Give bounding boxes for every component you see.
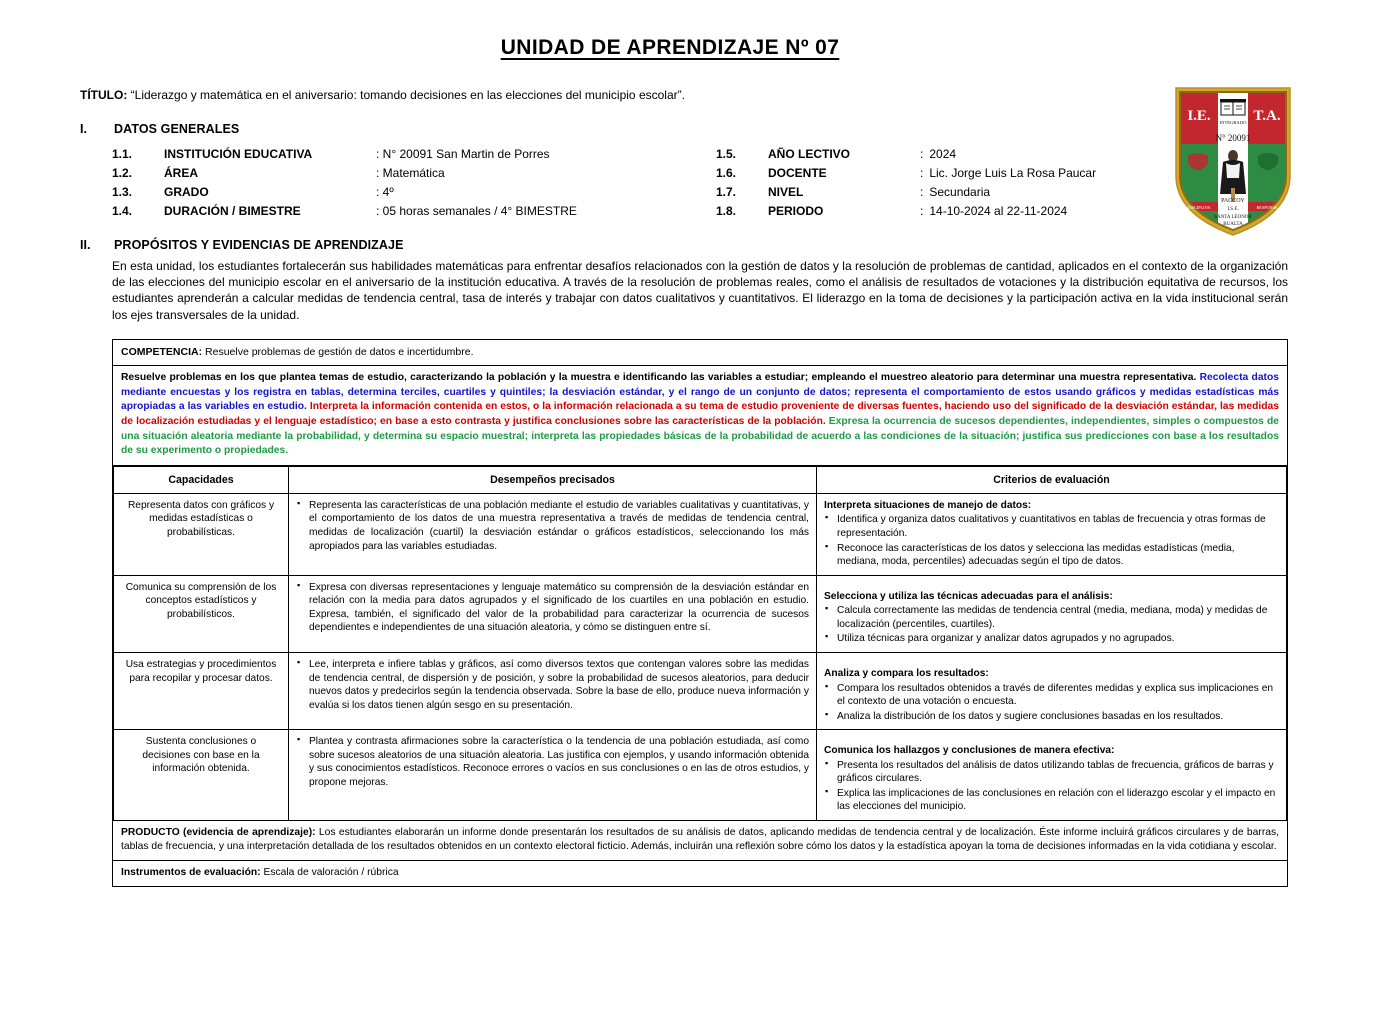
capacities-matrix-table [113,466,1287,821]
cell-capacidad-4: Sustenta conclusiones o decisiones con base en la información obtenida. [114,730,289,821]
criterio-group-title-3: Analiza y compara los resultados: [824,667,989,679]
criterio-group-title-1: Interpreta situaciones de manejo de datos: [824,499,1032,511]
crest-motto-left: DISCIPLINA [1187,205,1211,210]
producto-text: Los estudiantes elaborarán un informe donde presentarán los resultados de su análisis de datos, aplicando medidas de tendencia central y de localización. Éste informe incluirá gráficos circulares y de barras, tablas de frecuencia, y una interpretación detallada de los resultados obtenidos en un contexto electoral ficticio. Además, incluirán una reflexión sobre cómo los datos y la estadística apoyan la toma de decisiones informadas en la vida cotidiana y escolar. [121,827,1279,853]
datos-value-duracion: : 05 horas semanales / 4° BIMESTRE [376,203,577,218]
datos-key-1-1: 1.1. [112,146,133,161]
cell-criterios-2 [817,575,1287,652]
col-header-desempenos: Desempeños precisados [289,466,817,493]
standard-row [113,366,1287,466]
criterio-group-title-2: Selecciona y utiliza las técnicas adecuadas para el análisis: [824,590,1113,602]
list-item: ▪ Identifica y organiza datos cualitativos y cuantitativos en tablas de frecuencia y otras formas de representación. [824,513,1279,540]
col-header-capacidades: Capacidades [114,466,289,493]
desempeno-list-1 [296,499,809,553]
section-heading-propositos [80,238,1400,252]
unit-title-label: TÍTULO: [80,88,128,102]
desempeno-list-2 [296,581,809,635]
list-item: ▪ Plantea y contrasta afirmaciones sobre la característica o la tendencia de una población estudiada, así como sobre sucesos aleatorios de una situación aleatoria. Las justifica con ejemplos, y usando información obtenida y sus conocimientos estadísticos. Reconoce errores o vacíos en sus conclusiones o en las de otros estudios, y propone mejoras. [296,735,809,789]
standard-segment-red: Interpreta la información contenida en estos, o la información relacionada a su tema de estudio proveniente de diversas fuentes, haciendo uso del significado de la desviación estándar, las medidas de localización estudiadas y el lenguaje estadístico; en base a esto contrasta y justifica conclusiones sobre las características de la población. [121,401,1279,427]
crest-left-text: I.E. [1187,108,1211,124]
table-header-row [114,466,1287,493]
datos-value-nivel [920,184,1400,201]
datos-key-1-3: 1.3. [112,184,133,199]
competencia-row [113,340,1287,366]
section-title: DATOS GENERALES [114,121,240,136]
datos-label-institucion: INSTITUCIÓN EDUCATIVA [164,146,313,161]
section-number: I. [80,121,87,136]
producto-label: PRODUCTO (evidencia de aprendizaje): [121,827,316,838]
criterio-group-title-4: Comunica los hallazgos y conclusiones de manera efectiva: [824,745,1115,757]
datos-value-area: : Matemática [376,165,445,180]
datos-label-grado: GRADO [164,184,209,199]
desempeno-list-3 [296,658,809,712]
colon-4: : [920,203,924,218]
list-item: ▪ Compara los resultados obtenidos a través de diferentes medidas y explica sus implicaciones en el contexto de una votación o encuesta. [824,682,1279,709]
datos-key-1-8: 1.8. [716,203,737,218]
cell-capacidad-2: Comunica su comprensión de los conceptos estadísticos y probabilísticos. [114,575,289,652]
cell-desempeno-1 [289,493,817,575]
cell-capacidad-1: Representa datos con gráficos y medidas estadísticas o probabilísticas. [114,493,289,575]
criterio-list-3 [824,682,1279,724]
crest-motto-right: RESPONSE [1256,205,1278,210]
list-item: ▪ Analiza la distribución de los datos y sugiere conclusiones basadas en los resultados. [824,710,1279,724]
datos-key-1-7: 1.7. [716,184,737,199]
crest-svg [1174,84,1292,236]
list-item: ▪ Calcula correctamente las medidas de tendencia central (media, mediana, moda) y medidas de localización (percentiles, cuartiles). [824,604,1279,631]
cell-desempeno-4 [289,730,817,821]
datos-label-area: ÁREA [164,165,199,180]
datos-value-periodo [920,203,1400,220]
competencia-label: COMPETENCIA: [121,345,203,358]
school-crest-logo [1174,84,1292,236]
datos-key-1-4: 1.4. [112,203,133,218]
crest-number-text: N° 20091 [1215,133,1251,143]
cell-desempeno-2 [289,575,817,652]
list-item: ▪ Lee, interpreta e infiere tablas y gráficos, así como diversos textos que contengan valores sobre las medidas de tendencia central, de dispersión y de posición, y sobre la probabilidad de sucesos aleatorios, para deducir nuevos datos y predecirlos según la tendencia observada. Sobre la base de ello, produce nueva información y evalúa si los datos tienen algún sesgo en su presentación. [296,658,809,712]
datos-label-periodo: PERIODO [768,203,824,218]
unit-title-value: “Liderazgo y matemática en el aniversario: tomando decisiones en las elecciones del municipio escolar”. [130,88,685,102]
crest-name-line4: BUALTA [1223,222,1243,227]
list-item: ▪ Representa las características de una población mediante el estudio de variables cualitativas y cuantitativas, y el comportamiento de los datos de una muestra representativa a través de medidas de tendencia central, medidas de localización (cuartil) la desviación estándar o gráficos estadísticos, seleccionando los más apropiados para las variables estudiadas. [296,499,809,553]
list-item: ▪ Expresa con diversas representaciones y lenguaje matemático su comprensión de la desviación estándar en relación con la media para datos agrupados y el significado de los cuartiles en una población en estudio. Expresa, también, el significado del valor de la probabilidad para caracterizar la ocurrencia de sucesos dependientes e independientes de una situación aleatoria, y cómo se distinguen entre sí. [296,581,809,635]
table-row [114,575,1287,652]
page-title: UNIDAD DE APRENDIZAJE Nº 07 [500,36,840,59]
datos-label-ano-lectivo: AÑO LECTIVO [768,146,851,161]
crest-integrado-text: INTEGRADO [1219,120,1247,125]
competency-frame [112,339,1288,887]
datos-value-institucion: : N° 20091 San Martin de Porres [376,146,550,161]
table-row [114,652,1287,729]
document-page [0,36,1400,1027]
datos-value-docente [920,165,1400,182]
crest-name-line1: PACCOY [1221,198,1245,204]
cell-criterios-1 [817,493,1287,575]
list-item: ▪ Explica las implicaciones de las conclusiones en relación con el liderazgo escolar y el impacto en las elecciones del municipio. [824,787,1279,814]
colon-3: : [920,184,924,199]
list-item: ▪ Utiliza técnicas para organizar y analizar datos agrupados y no agrupados. [824,632,1279,646]
colon-2: : [920,165,924,180]
crest-name-line3: SANTA LEONOR [1214,215,1252,220]
instrumentos-row [113,860,1287,886]
cell-criterios-4 [817,730,1287,821]
col-header-criterios: Criterios de evaluación [817,466,1287,493]
standard-segment-green: Expresa la ocurrencia de sucesos dependientes, independientes, simples o compuestos de una situación aleatoria mediante la probabilidad, y determina su espacio muestral; interpreta las propiedades básicas de la probabilidad de acuerdo a las condiciones de la situación; justifica sus predicciones con base a los resultados de su experimento o propiedades. [121,415,1279,457]
instrumentos-label: Instrumentos de evaluación: [121,867,261,879]
section-title-2: PROPÓSITOS Y EVIDENCIAS DE APRENDIZAJE [114,237,404,252]
val-3: Secundaria [929,184,991,199]
datos-key-1-2: 1.2. [112,165,133,180]
cell-criterios-3 [817,652,1287,729]
cell-capacidad-3: Usa estrategias y procedimientos para recopilar y procesar datos. [114,652,289,729]
criterio-list-4 [824,759,1279,814]
datos-label-docente: DOCENTE [768,165,827,180]
list-item: ▪ Reconoce las características de los datos y selecciona las medidas estadísticas (media, mediana, moda, percentiles) adecuadas según el tipo de datos. [824,542,1279,569]
datos-key-1-6: 1.6. [716,165,737,180]
val-4: 14-10-2024 al 22-11-2024 [929,203,1068,218]
criterio-list-1 [824,513,1279,568]
standard-segment-blue: Recolecta datos mediante encuestas y los registra en tablas, determina terciles, cuartiles y quintiles; la desviación estándar, y el rango de un conjunto de datos; representa el comportamiento de estos usando gráficos y medidas estadísticas más apropiadas a las variables en estudio. [121,372,1279,413]
table-row [114,730,1287,821]
datos-label-duracion: DURACIÓN / BIMESTRE [164,203,301,218]
producto-row [113,821,1287,860]
val-2: Lic. Jorge Luis La Rosa Paucar [929,165,1097,180]
colon-1: : [920,146,924,161]
datos-key-1-5: 1.5. [716,146,737,161]
instrumentos-text: Escala de valoración / rúbrica [263,867,399,879]
propositos-paragraph: En esta unidad, los estudiantes fortalecerán sus habilidades matemáticas para enfrentar desafíos relacionados con la gestión de datos y la resolución de problemas de cantidad, aplicados en el contexto de la organización de las elecciones del municipio escolar en el aniversario de la institución educativa. A través de la resolución de problemas reales, como el análisis de resultados de votaciones y la distribución equitativa de recursos, los estudiantes aprenderán a calcular medidas de tendencia central, tasa de interés y trabajar con datos cualitativos y cuantitativos. El liderazgo en la toma de decisiones y la participación activa en la vida institucional serán los ejes transversales de la unidad. [112,258,1288,322]
section-number-2: II. [80,237,91,252]
datos-label-nivel: NIVEL [768,184,804,199]
competencia-text: Resuelve problemas de gestión de datos e incertidumbre. [205,345,474,358]
val-1: 2024 [929,146,957,161]
datos-value-grado: : 4º [376,184,394,199]
criterio-list-2 [824,604,1279,646]
desempeno-list-4 [296,735,809,789]
standard-segment-black: Resuelve problemas en los que plantea temas de estudio, caracterizando la población y la muestra e identificando las variables a estudiar; empleando el muestreo aleatorio para determinar una muestra representativa. [121,372,1200,384]
crest-right-text: T.A. [1253,108,1281,124]
datos-value-ano-lectivo [920,146,1400,163]
cell-desempeno-3 [289,652,817,729]
list-item: ▪ Presenta los resultados del análisis de datos utilizando tablas de frecuencia, gráficos de barras y gráficos circulares. [824,759,1279,786]
crest-name-line2: I.S.E. [1227,207,1239,212]
table-row [114,493,1287,575]
